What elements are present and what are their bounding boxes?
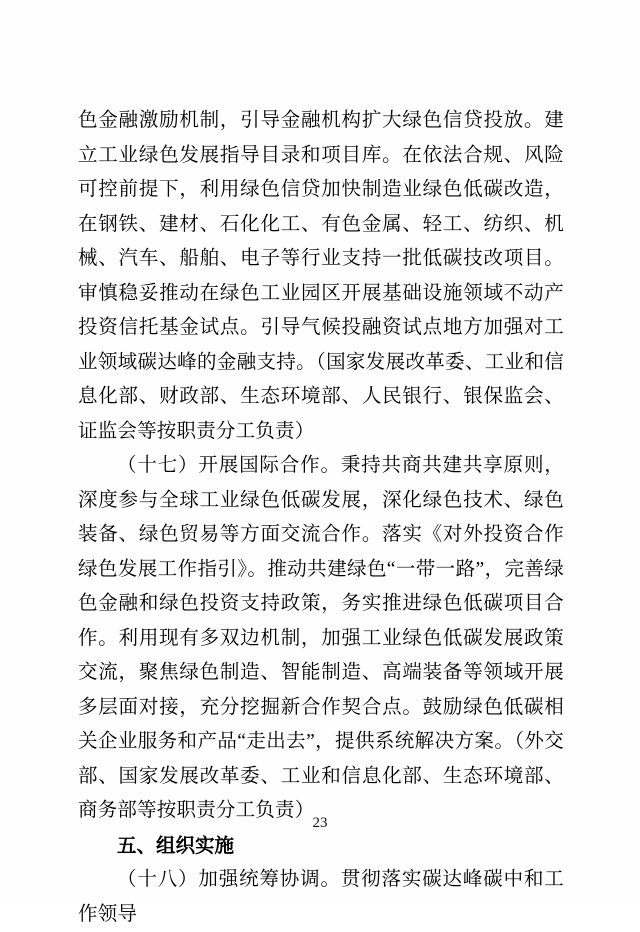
page-content xyxy=(78,104,564,932)
paragraph-item-18: （十八）加强统筹协调。贯彻落实碳达峰碳中和工作领导 xyxy=(78,869,564,925)
paragraph-item-17: （十七）开展国际合作。秉持共商共建共享原则，深度参与全球工业绿色低碳发展，深化绿色技术、绿色装备、绿色贸易等方面交流合作。落实《对外投资合作绿色发展工作指引》。推动共建绿色“一带一路”，完善绿色金融和绿色投资支持政策，务实推进绿色低碳项目合作。利用现有多双边机制，加强工业绿色低碳发展政策交流，聚焦绿色制造、智能制造、高端装备等领域开展多层面对接，充分挖掘新合作契合点。鼓励绿色低碳相关企业服务和产品“走出去”，提供系统解决方案。（外交部、国家发展改革委、工业和信息化部、生态环境部、商务部等按职责分工负责） xyxy=(78,455,564,821)
paragraph-continued: 色金融激励机制，引导金融机构扩大绿色信贷投放。建立工业绿色发展指导目录和项目库。在依法合规、风险可控前提下，利用绿色信贷加快制造业绿色低碳改造，在钢铁、建材、石化化工、有色金属、轻工、纺织、机械、汽车、船舶、电子等行业支持一批低碳技改项目。审慎稳妥推动在绿色工业园区开展基础设施领域不动产投资信托基金试点。引导气候投融资试点地方加强对工业领域碳达峰的金融支持。（国家发展改革委、工业和信息化部、财政部、生态环境部、人民银行、银保监会、证监会等按职责分工负责） xyxy=(78,110,564,442)
page-number: 23 xyxy=(312,815,328,831)
section-heading-5: 五、组织实施 xyxy=(117,833,235,857)
